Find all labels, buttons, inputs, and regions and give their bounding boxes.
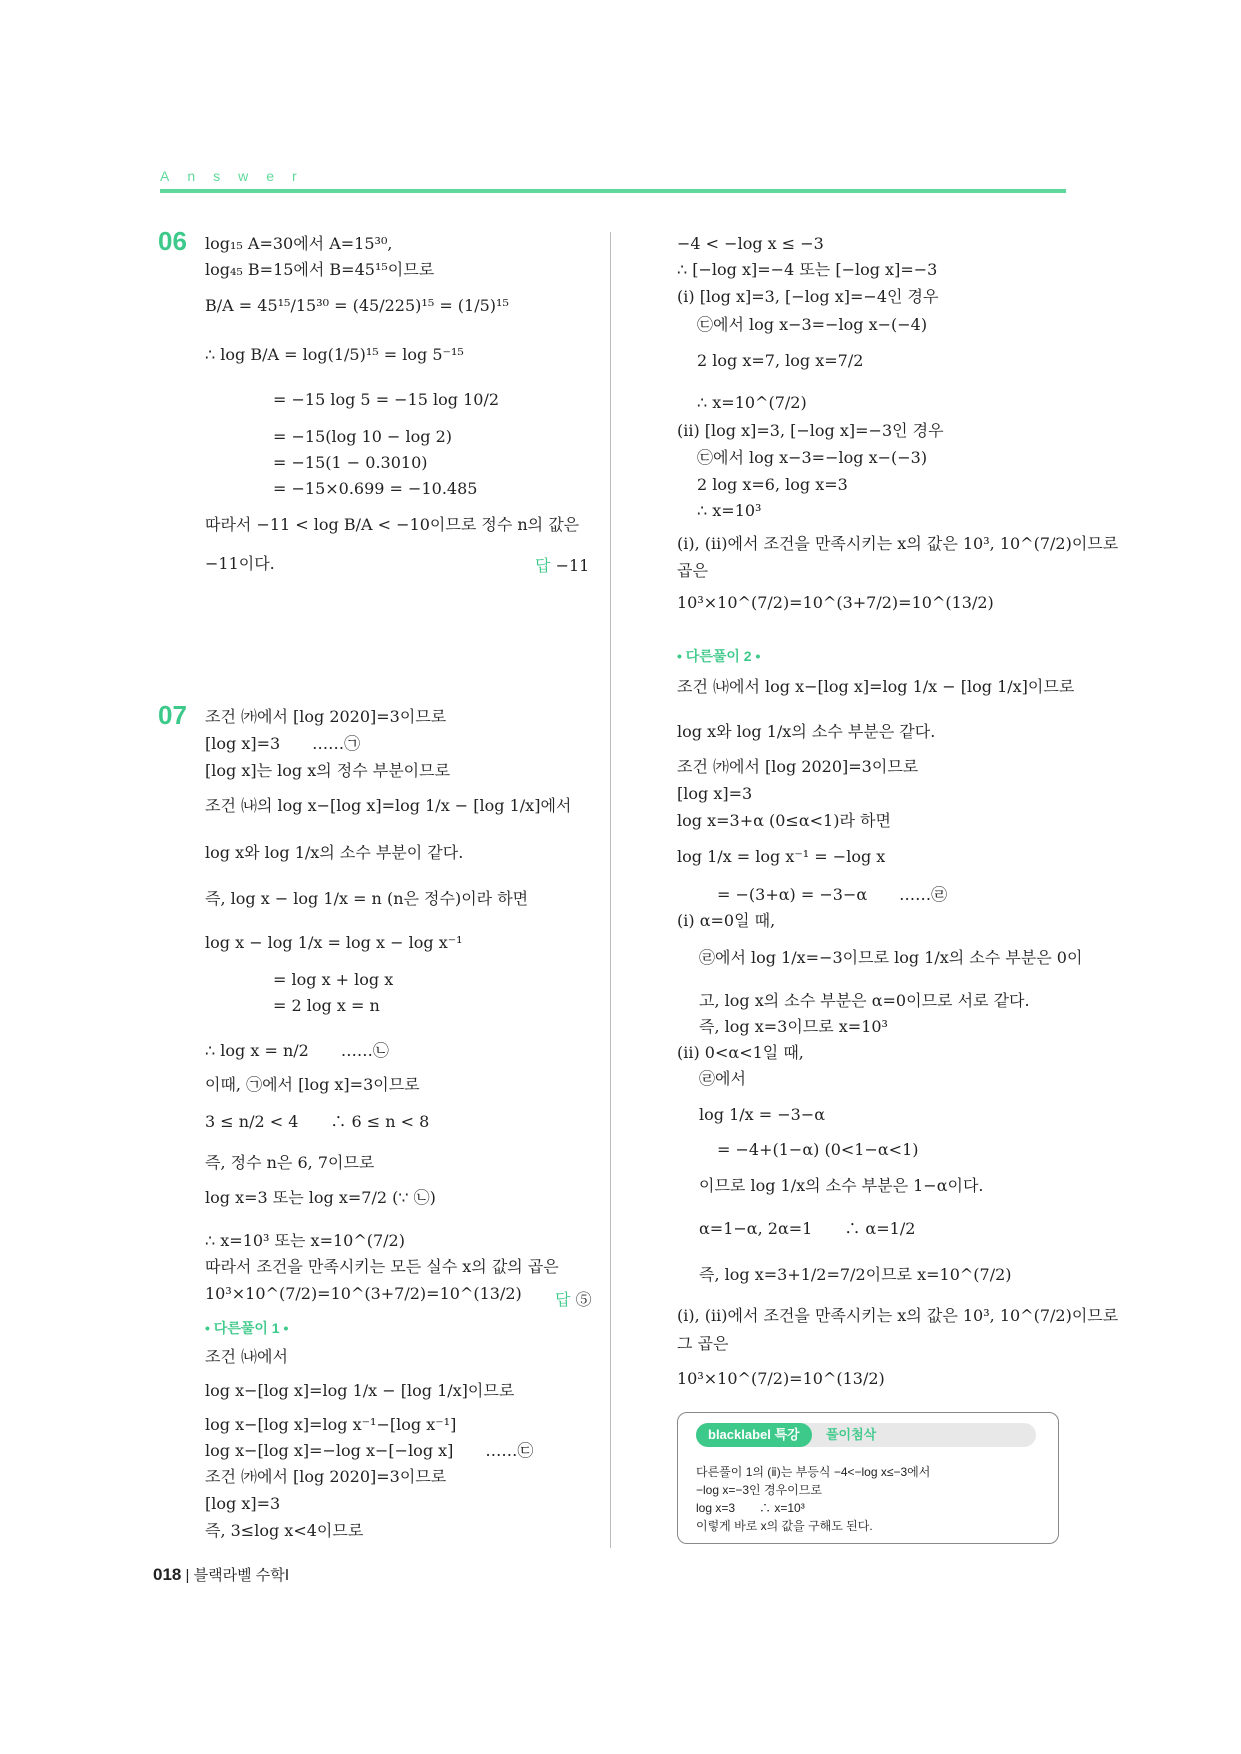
- p06-line-3: B/A = 45¹⁵/15³⁰ = (45/225)¹⁵ = (1/5)¹⁵: [205, 296, 509, 315]
- alt-solution-line: log 1/x = log x⁻¹ = −log x: [677, 847, 886, 866]
- p06-line-4: ∴ log B/A = log(1/5)¹⁵ = log 5⁻¹⁵: [205, 345, 464, 364]
- tip-box-subtitle: 풀이첨삭: [826, 1427, 877, 1442]
- p06-answer: [535, 553, 589, 576]
- alt-solution-line: 즉, log x=3이므로 x=10³: [699, 1017, 888, 1036]
- p06-line-5: = −15 log 5 = −15 log 10/2: [273, 390, 500, 409]
- answer-value: ⑤: [575, 1290, 592, 1309]
- alt-solution-line: 조건 ㈏에서: [205, 1347, 288, 1366]
- alt-solution-2-tag: • 다른풀이 2 •: [677, 648, 761, 664]
- alt-solution-line: ㉣에서: [699, 1069, 746, 1088]
- problem-number-07: 07: [158, 700, 187, 730]
- alt-solution-line: (ⅰ) α=0일 때,: [677, 911, 776, 930]
- p06-line-8: = −15×0.699 = −10.485: [273, 479, 478, 498]
- alt-solution-line: ㉣에서 log 1/x=−3이므로 log 1/x의 소수 부분은 0이: [699, 948, 1083, 967]
- alt-solution-line: 즉, log x=3+1/2=7/2이므로 x=10^(7/2): [699, 1265, 1012, 1284]
- page-number: 018: [153, 1565, 182, 1584]
- solution-line: (ⅰ) [log x]=3, [−log x]=−4인 경우: [677, 287, 939, 306]
- blacklabel-tip-box: [677, 1412, 1059, 1544]
- solution-line: 10³×10^(7/2)=10^(3+7/2)=10^(13/2): [677, 593, 994, 612]
- alt-solution-line: 즉, 3≤log x<4이므로: [205, 1521, 364, 1540]
- alt-solution-line: (ⅱ) 0<α<1일 때,: [677, 1043, 804, 1062]
- p06-line-10: −11이다.: [205, 554, 275, 573]
- section-header-label: Answer: [160, 168, 315, 184]
- alt-solution-line: 10³×10^(7/2)=10^(13/2): [677, 1369, 885, 1388]
- alt-solution-line: [log x]=3: [205, 1494, 281, 1513]
- solution-line: [log x]는 log x의 정수 부분이므로: [205, 761, 451, 780]
- problem-number-06: 06: [158, 226, 187, 256]
- solution-line: ∴ [−log x]=−4 또는 [−log x]=−3: [677, 260, 938, 279]
- column-divider: [610, 232, 611, 1548]
- tip-line: log x=3 ∴ x=10³: [696, 1501, 805, 1515]
- solution-line: 2 log x=6, log x=3: [697, 475, 848, 494]
- alt-solution-line: 이므로 log 1/x의 소수 부분은 1−α이다.: [699, 1176, 984, 1195]
- solution-line: log x와 log 1/x의 소수 부분이 같다.: [205, 843, 464, 862]
- alt-solution-line: log 1/x = −3−α: [699, 1105, 826, 1124]
- solution-line: (ⅰ), (ⅱ)에서 조건을 만족시키는 x의 값은 10³, 10^(7/2)이므로: [677, 534, 1119, 553]
- p06-line-1: log₁₅ A=30에서 A=15³⁰,: [205, 234, 393, 253]
- solution-line: 10³×10^(7/2)=10^(3+7/2)=10^(13/2): [205, 1284, 522, 1303]
- solution-line: 곱은: [677, 561, 708, 580]
- solution-line: = 2 log x = n: [273, 996, 380, 1015]
- solution-line: log x=3 또는 log x=7/2 (∵ ㉡): [205, 1188, 436, 1207]
- alt-solution-line: [log x]=3: [677, 784, 753, 803]
- solution-line: [log x]=3 ……㉠: [205, 734, 361, 753]
- solution-line: 즉, log x − log 1/x = n (n은 정수)이라 하면: [205, 889, 529, 908]
- footer-divider: |: [185, 1567, 194, 1584]
- solution-line: −4 < −log x ≤ −3: [677, 234, 824, 253]
- solution-line: 2 log x=7, log x=7/2: [697, 351, 864, 370]
- p06-line-6: = −15(log 10 − log 2): [273, 427, 453, 446]
- answer-label: 답: [555, 1290, 571, 1309]
- alt-solution-1-tag: • 다른풀이 1 •: [205, 1320, 289, 1336]
- solution-line: 조건 ㈏의 log x−[log x]=log 1/x − [log 1/x]에서: [205, 796, 572, 815]
- tip-box-title: blacklabel 특강: [696, 1423, 812, 1447]
- answer-label: 답: [535, 556, 551, 575]
- solution-line: ∴ log x = n/2 ……㉡: [205, 1041, 389, 1060]
- alt-solution-line: log x−[log x]=log x⁻¹−[log x⁻¹]: [205, 1415, 457, 1434]
- solution-line: ∴ x=10³: [697, 501, 762, 520]
- alt-solution-line: 조건 ㈏에서 log x−[log x]=log 1/x − [log 1/x]이므로: [677, 677, 1075, 696]
- alt-solution-line: log x−[log x]=−log x−[−log x] ……㉢: [205, 1441, 534, 1460]
- solution-line: 조건 ㈎에서 [log 2020]=3이므로: [205, 707, 447, 726]
- tip-line: −log x=−3인 경우이므로: [696, 1483, 822, 1497]
- p06-line-9: 따라서 −11 < log B/A < −10이므로 정수 n의 값은: [205, 515, 580, 534]
- alt-solution-line: log x−[log x]=log 1/x − [log 1/x]이므로: [205, 1381, 515, 1400]
- p06-line-2: log₄₅ B=15에서 B=45¹⁵이므로: [205, 260, 435, 279]
- tip-line: 이렇게 바로 x의 값을 구해도 된다.: [696, 1519, 873, 1533]
- book-title: 블랙라벨 수학Ⅰ: [193, 1567, 290, 1584]
- alt-solution-line: = −4+(1−α) (0<1−α<1): [717, 1140, 919, 1159]
- alt-solution-line: log x=3+α (0≤α<1)라 하면: [677, 811, 891, 830]
- solution-line: (ⅱ) [log x]=3, [−log x]=−3인 경우: [677, 421, 944, 440]
- alt-solution-line: 고, log x의 소수 부분은 α=0이므로 서로 같다.: [699, 991, 1030, 1010]
- alt-solution-line: α=1−α, 2α=1 ∴ α=1/2: [699, 1219, 916, 1238]
- solution-line: 따라서 조건을 만족시키는 모든 실수 x의 값의 곱은: [205, 1257, 559, 1276]
- solution-line: log x − log 1/x = log x − log x⁻¹: [205, 933, 463, 952]
- alt-solution-line: 조건 ㈎에서 [log 2020]=3이므로: [205, 1467, 447, 1486]
- header-rule: [160, 189, 1066, 193]
- p07-answer: [555, 1287, 592, 1310]
- alt-solution-line: 조건 ㈎에서 [log 2020]=3이므로: [677, 757, 919, 776]
- solution-line: ∴ x=10^(7/2): [697, 393, 807, 412]
- solution-line: 이때, ㉠에서 [log x]=3이므로: [205, 1075, 420, 1094]
- tip-line: 다른풀이 1의 (ⅱ)는 부등식 −4<−log x≤−3에서: [696, 1465, 931, 1479]
- solution-line: 즉, 정수 n은 6, 7이므로: [205, 1153, 375, 1172]
- solution-line: ∴ x=10³ 또는 x=10^(7/2): [205, 1231, 405, 1250]
- solution-line: ㉢에서 log x−3=−log x−(−3): [697, 448, 928, 467]
- page-footer: [153, 1564, 289, 1585]
- solution-line: 3 ≤ n/2 < 4 ∴ 6 ≤ n < 8: [205, 1112, 430, 1131]
- alt-solution-line: (ⅰ), (ⅱ)에서 조건을 만족시키는 x의 값은 10³, 10^(7/2)이므로: [677, 1306, 1119, 1325]
- p06-line-7: = −15(1 − 0.3010): [273, 453, 428, 472]
- alt-solution-line: 그 곱은: [677, 1334, 729, 1353]
- solution-line: = log x + log x: [273, 970, 394, 989]
- tip-box-tabs: [696, 1423, 1036, 1447]
- alt-solution-line: log x와 log 1/x의 소수 부분은 같다.: [677, 722, 936, 741]
- answer-value: −11: [555, 556, 590, 575]
- solution-line: ㉢에서 log x−3=−log x−(−4): [697, 315, 928, 334]
- alt-solution-line: = −(3+α) = −3−α ……㉣: [717, 885, 948, 904]
